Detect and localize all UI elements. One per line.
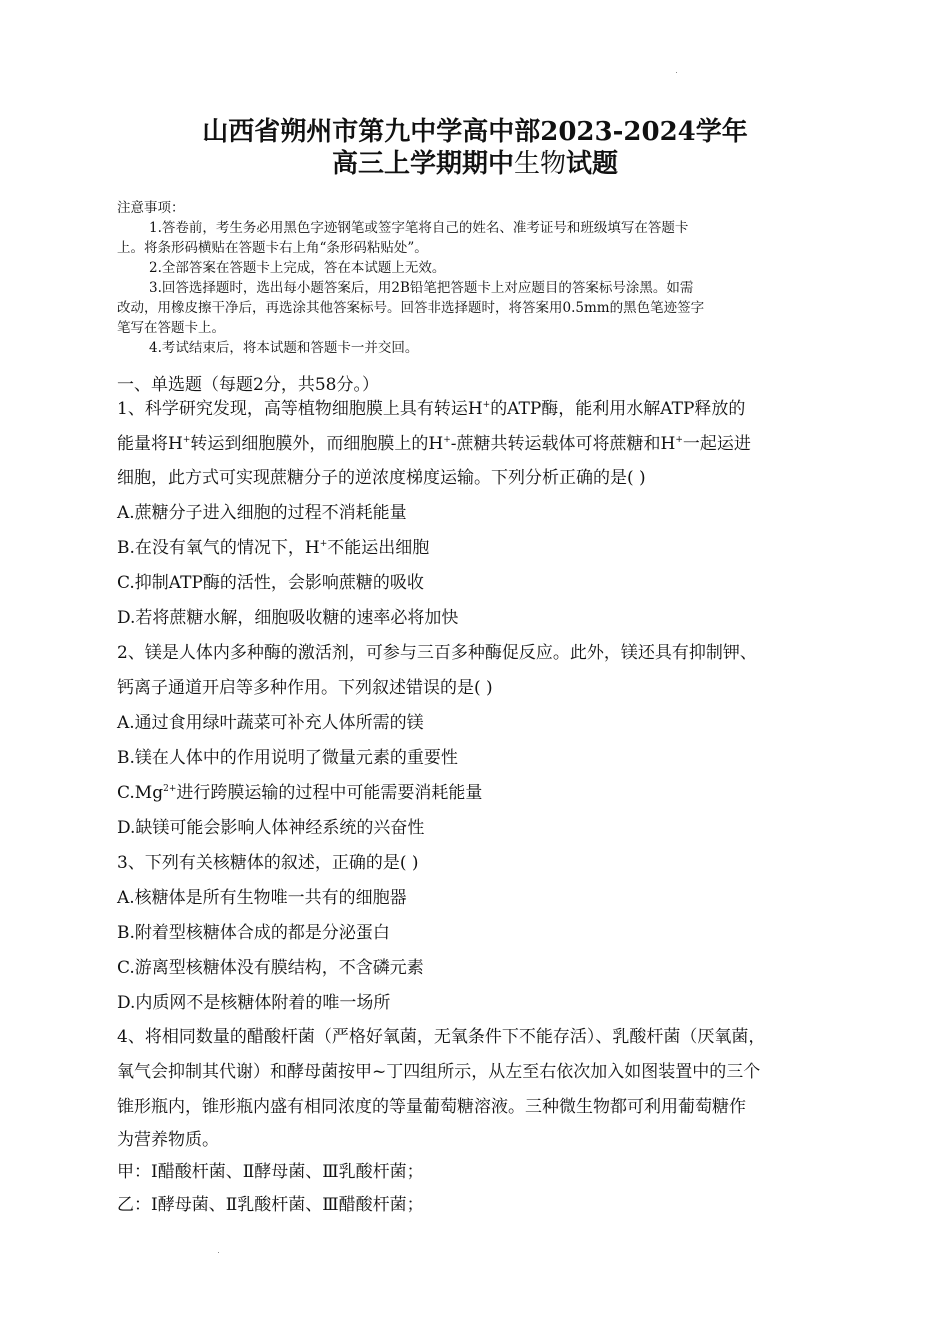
q1-option-a: A.蔗糖分子进入细胞的过程不消耗能量 bbox=[117, 503, 407, 523]
q2-option-a: A.通过食用绿叶蔬菜可补充人体所需的镁 bbox=[117, 713, 424, 733]
q1-stem-line1: 1、科学研究发现，高等植物细胞膜上具有转运H+的ATP酶，能利用水解ATP释放的 bbox=[117, 399, 746, 419]
scan-speck bbox=[676, 72, 677, 73]
scan-speck bbox=[218, 1252, 219, 1253]
notice-item-3a: 3.回答选择题时，选出每小题答案后，用2B铅笔把答题卡上对应题目的答案标号涂黑。如需 bbox=[149, 280, 694, 296]
q3-option-d: D.内质网不是核糖体附着的唯一场所 bbox=[117, 993, 391, 1013]
q3-option-b: B.附着型核糖体合成的都是分泌蛋白 bbox=[117, 923, 390, 943]
q1-option-b: B.在没有氧气的情况下，H+不能运出细胞 bbox=[117, 538, 430, 558]
notice-item-1a: 1.答卷前，考生务必用黑色字迹钢笔或签字笔将自己的姓名、准考证号和班级填写在答题卡 bbox=[149, 220, 689, 236]
q2-option-b: B.镁在人体中的作用说明了微量元素的重要性 bbox=[117, 748, 458, 768]
q1-option-d: D.若将蔗糖水解，细胞吸收糖的速率必将加快 bbox=[117, 608, 459, 628]
q4-stem-line4: 为营养物质。 bbox=[117, 1130, 219, 1150]
notice-item-2: 2.全部答案在答题卡上完成，答在本试题上无效。 bbox=[149, 260, 446, 276]
q4-stem-line3: 锥形瓶内，锥形瓶内盛有相同浓度的等量葡萄糖溶液。三种微生物都可利用葡萄糖作 bbox=[117, 1097, 746, 1117]
notice-block bbox=[117, 198, 837, 358]
q3-stem: 3、下列有关核糖体的叙述，正确的是( ) bbox=[117, 853, 419, 873]
notice-item-3c: 笔写在答题卡上。 bbox=[117, 320, 225, 336]
notice-item-4: 4.考试结束后，将本试题和答题卡一并交回。 bbox=[149, 340, 419, 356]
q1-stem-line3: 细胞，此方式可实现蔗糖分子的逆浓度梯度运输。下列分析正确的是( ) bbox=[117, 468, 646, 488]
notice-item-1b: 上。将条形码横贴在答题卡右上角“条形码粘贴处”。 bbox=[117, 240, 428, 256]
subject-name: 生物 bbox=[513, 149, 566, 179]
section-heading: 一、单选题（每题2分，共58分。） bbox=[117, 375, 379, 395]
page-title-line2: 高三上学期期中生物试题 bbox=[331, 149, 619, 179]
q2-stem-line2: 钙离子通道开启等多种作用。下列叙述错误的是( ) bbox=[117, 678, 493, 698]
q3-option-c: C.游离型核糖体没有膜结构，不含磷元素 bbox=[117, 958, 424, 978]
q2-option-d: D.缺镁可能会影响人体神经系统的兴奋性 bbox=[117, 818, 425, 838]
page-title-line1: 山西省朔州市第九中学高中部2023-2024学年 bbox=[202, 117, 748, 147]
q4-group-yi: 乙：Ⅰ酵母菌、Ⅱ乳酸杆菌、Ⅲ醋酸杆菌； bbox=[117, 1195, 424, 1215]
notice-item-3b: 改动，用橡皮擦干净后，再选涂其他答案标号。回答非选择题时，将答案用0.5mm的黑色笔迹签字 bbox=[117, 300, 705, 316]
q2-stem-line1: 2、镁是人体内多种酶的激活剂，可参与三百多种酶促反应。此外，镁还具有抑制钾、 bbox=[117, 643, 757, 663]
q4-stem-line1: 4、将相同数量的醋酸杆菌（严格好氧菌，无氧条件下不能存活）、乳酸杆菌（厌氧菌， bbox=[117, 1027, 766, 1047]
q2-option-c: $C.Mg^{2+}$进行跨膜运输的过程中可能需要消耗能量 bbox=[117, 783, 483, 803]
q1-option-c: C.抑制ATP酶的活性，会影响蔗糖的吸收 bbox=[117, 573, 424, 593]
q4-group-jia: 甲：Ⅰ醋酸杆菌、Ⅱ酵母菌、Ⅲ乳酸杆菌； bbox=[117, 1162, 424, 1182]
q1-stem-line2: 能量将H+转运到细胞膜外，而细胞膜上的H+-蔗糖共转运载体可将蔗糖和H+一起运进 bbox=[117, 434, 751, 454]
q4-stem-line2: 氧气会抑制其代谢）和酵母菌按甲~丁四组所示，从左至右依次加入如图装置中的三个 bbox=[117, 1062, 761, 1082]
notice-heading: 注意事项： bbox=[117, 200, 185, 216]
q3-option-a: A.核糖体是所有生物唯一共有的细胞器 bbox=[117, 888, 407, 908]
